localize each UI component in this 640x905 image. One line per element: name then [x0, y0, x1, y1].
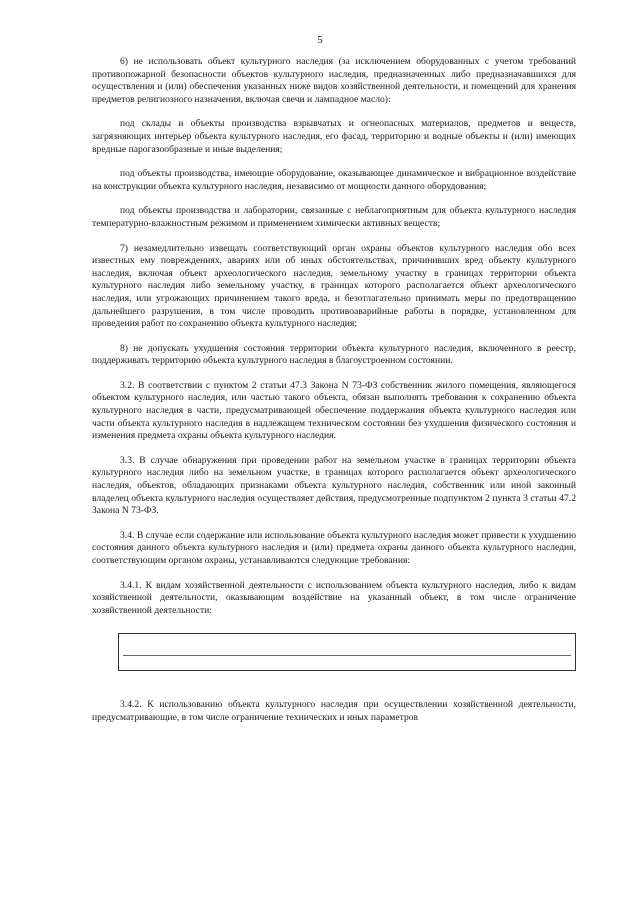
paragraph-3-4: 3.4. В случае если содержание или использование объекта культурного наследия может привести к ухудшению состояния данного объекта культурного наследия и (или) предмета охраны данного объекта культурного наследия, соответствующим органом охраны, устанавливаются следующие требования: — [92, 529, 576, 566]
paragraph-8: 8) не допускать ухудшения состояния территории объекта культурного наследия, включенного в реестр, поддерживать территорию объекта культурного наследия в благоустроенном состоянии. — [92, 342, 576, 367]
requirements-table-box — [118, 633, 576, 671]
document-body — [92, 56, 576, 725]
paragraph-3-2: 3.2. В соответствии с пунктом 2 статьи 47.3 Закона N 73-ФЗ собственник жилого помещения, являющегося объектом культурного наследия, или частью такого объекта, обязан выполнять требования к сохранению объекта культурного наследия в части, предусматривающей обеспечение поддержания объекта культурного наследия или части объекта культурного наследия в надлежащем техническом состоянии без ухудшения физического состояния и изменения предмета охраны объекта культурного наследия. — [92, 379, 576, 442]
table-divider-line — [123, 655, 571, 656]
paragraph-6: 6) не использовать объект культурного наследия (за исключением оборудованных с учетом требований противопожарной безопасности объектов культурного наследия, предназначенных либо предназначавшихся для осуществления и (или) обеспечения указанных ниже видов хозяйственной деятельности, и помещений для хранения предметов религиозного назначения, включая свечи и лампадное масло): — [92, 56, 576, 105]
paragraph-production-equipment: под объекты производства, имеющие оборудование, оказывающее динамическое и вибрационное воздействие на конструкции объекта культурного наследия, независимо от мощности данного оборудования; — [92, 168, 576, 192]
paragraph-laboratories: под объекты производства и лаборатории, связанные с неблагоприятным для объекта культурного наследия температурно-влажностным режимом и применением химически активных веществ; — [92, 205, 576, 229]
paragraph-3-3: 3.3. В случае обнаружения при проведении работ на земельном участке в границах территории объекта культурного наследия либо на земельном участке, в границах которого располагается объект археологического наследия, объектов, обладающих признаками объекта культурного наследия, собственник или иной законный владелец объекта культурного наследия осуществляет действия, предусмотренные подпунктом 2 пункта 3 статьи 47.2 Закона N 73-ФЗ. — [92, 454, 576, 517]
paragraph-7: 7) незамедлительно извещать соответствующий орган охраны объектов культурного наследия обо всех известных ему повреждениях, авариях или об иных обстоятельствах, причинивших вред объекту культурного наследия, включая объект археологического наследия, земельному участку в границах территории объекта культурного наследия либо земельному участку, в границах которого располагается объект археологического наследия, или угрожающих причинением такого вреда, и безотлагательно принимать меры по предотвращению дальнейшего разрушения, в том числе проводить противоаварийные работы в порядке, установленном для проведения работ по сохранению объекта культурного наследия; — [92, 242, 576, 330]
paragraph-warehouses: под склады и объекты производства взрывчатых и огнеопасных материалов, предметов и веществ, загрязняющих интерьер объекта культурного наследия, его фасад, территорию и водные объекты и (или) имеющих вредные парогазообразные и иные выделения; — [92, 118, 576, 155]
paragraph-3-4-2: 3.4.2. К использованию объекта культурного наследия при осуществлении хозяйственной деятельности, предусматривающие, в том числе ограничение технических и иных параметров — [92, 699, 576, 723]
page-number: 5 — [317, 34, 323, 46]
paragraph-3-4-1: 3.4.1. К видам хозяйственной деятельности с использованием объекта культурного наследия, либо к видам хозяйственной деятельности, оказывающим воздействие на указанный объект, в том числе ограничение хозяйственной деятельности: — [92, 579, 576, 616]
